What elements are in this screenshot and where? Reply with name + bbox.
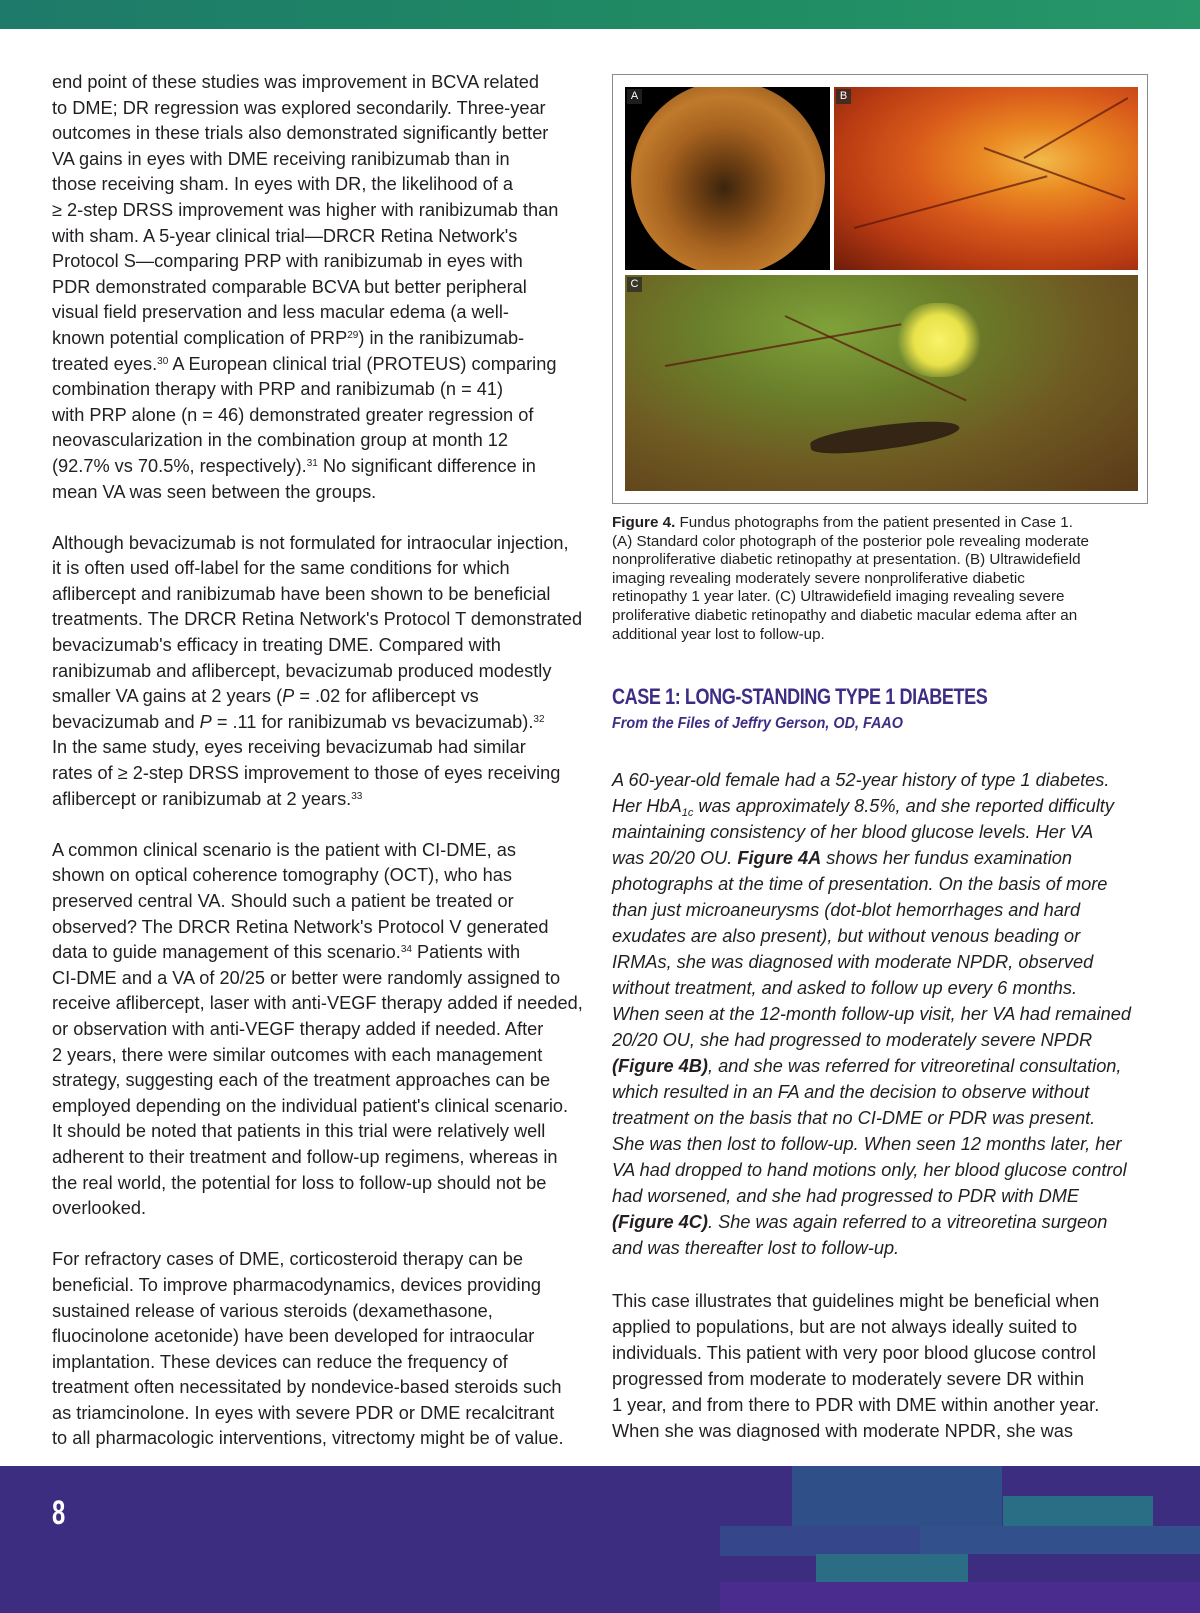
figure-4 xyxy=(612,74,1148,504)
footer-decor-block xyxy=(816,1554,968,1582)
page-footer xyxy=(0,1466,1200,1613)
paragraph-1: end point of these studies was improvement in BCVA related to DME; DR regression was explored secondarily. Three-year outcomes in these trials also demonstrated significantly better VA gains in eyes with DME receiving ranibizumab than in those receiving sham. In eyes with DR, the likelihood of a ≥ 2-step DRSS improvement was higher with ranibizumab than with sham. A 5-year clinical trial—DRCR Retina Network's Protocol S—comparing PRP with ranibizumab in eyes with PDR demonstrated comparable BCVA but better peripheral visual field preservation and less macular edema (a well- known potential complication of PRP$^{29}$) in the ranibizumab- treated eyes.$^{30}$ A European clinical trial (PROTEUS) comparing combination therapy with PRP and ranibizumab (n = 41) with PRP alone (n = 46) demonstrated greater regression of neovascularization in the combination group at month 12 (92.7% vs 70.5%, respectively).$^{31}$ No significant difference in mean VA was seen between the groups. xyxy=(52,72,559,502)
paragraph-4: For refractory cases of DME, corticosteroid therapy can be beneficial. To improve pharmacodynamics, devices providing sustained release of various steroids (dexamethasone, fluocinolone acetonide) have been developed for intraocular implantation. These devices can reduce the frequency of treatment often necessitated by nondevice-based steroids such as triamcinolone. In eyes with severe PDR or DME recalcitrant to all pharmacologic interventions, vitrectomy might be of value. xyxy=(52,1249,564,1449)
case-subtitle: From the Files of Jeffry Gerson, OD, FAAO xyxy=(612,715,903,732)
citation: 30 xyxy=(157,355,169,367)
footer-decor-block xyxy=(720,1526,920,1556)
paragraph-2: Although bevacizumab is not formulated for intraocular injection, it is often used off-label for the same conditions for which aflibercept and ranibizumab have been shown to be beneficial treatments. The DRCR Retina Network's Protocol T demonstrated bevacizumab's efficacy in treating DME. Compared with ranibizumab and aflibercept, bevacizumab produced modestly smaller VA gains at 2 years (P = .02 for aflibercept vs bevacizumab and P = .11 for ranibizumab vs bevacizumab).$^{32}$ In the same study, eyes receiving bevacizumab had similar rates of ≥ 2-step DRSS improvement to those of eyes receiving aflibercept or ranibizumab at 2 years.$^{33}$ xyxy=(52,532,583,809)
fundus-photo-a xyxy=(625,87,830,270)
footer-decor-block xyxy=(720,1582,1200,1613)
citation: 34 xyxy=(400,944,412,956)
header-color-bar xyxy=(0,0,1200,29)
case-narrative: A 60-year-old female had a 52-year history of type 1 diabetes. Her HbA$_{1c}$ was approximately 8.5%, and she reported difficulty maintaining consistency of her blood glucose levels. Her VA was 20/20 OU. Figure 4A shows her fundus examination photographs at the time of presentation. On the basis of more than just microaneurysms (dot-blot hemorrhages and hard exudates are also present), but without venous beading or IRMAs, she was diagnosed with moderate NPDR, observed without treatment, and asked to follow up every 6 months. When seen at the 12-month follow-up visit, her VA had remained 20/20 OU, she had progressed to moderately severe NPDR (Figure 4B), and she was referred for vitreoretinal consultation, which resulted in an FA and the decision to observe without treatment on the basis that no CI-DME or PDR was present. She was then lost to follow-up. When seen 12 months later, her VA had dropped to hand motions only, her blood glucose control had worsened, and she had progressed to PDR with DME (Figure 4C). She was again referred to a vitreoretina surgeon and was thereafter lost to follow-up. xyxy=(612,770,1131,1258)
fundus-photo-b xyxy=(834,87,1138,270)
figure-caption: Figure 4. Fundus photographs from the patient presented in Case 1. (A) Standard color photograph of the posterior pole revealing moderate nonproliferative diabetic retinopathy at presentation. (B) Ultrawidefield imaging revealing moderately severe nonproliferative diabetic retinopathy 1 year later. (C) Ultrawidefield imaging revealing severe proliferative diabetic retinopathy and diabetic macular edema after an additional year lost to follow-up. xyxy=(612,514,1090,643)
left-column xyxy=(52,70,592,1478)
citation: 32 xyxy=(533,713,545,725)
footer-decor-block xyxy=(920,1526,1200,1554)
case-discussion: This case illustrates that guidelines might be beneficial when applied to populations, but are not always ideally suited to individuals. This patient with very poor blood glucose control progressed from moderate to moderately severe DR within 1 year, and from there to PDR with DME within another year. When she was diagnosed with moderate NPDR, she was xyxy=(612,1291,1100,1441)
case-title: CASE 1: LONG-STANDING TYPE 1 DIABETES xyxy=(612,684,988,709)
footer-decor-block xyxy=(1003,1496,1153,1526)
citation: 29 xyxy=(347,329,359,341)
photo-label-c: C xyxy=(627,277,642,292)
photo-label-a: A xyxy=(627,89,642,104)
footer-decor-block xyxy=(792,1466,1002,1526)
citation: 33 xyxy=(351,790,363,802)
paragraph-3: A common clinical scenario is the patient with CI-DME, as shown on optical coherence tomography (OCT), who has preserved central VA. Should such a patient be treated or observed? The DRCR Retina Network's Protocol V generated data to guide management of this scenario.$^{34}$ Patients with CI-DME and a VA of 20/25 or better were randomly assigned to receive aflibercept, laser with anti-VEGF therapy added if needed, or observation with anti-VEGF therapy added if needed. After 2 years, there were similar outcomes with each management strategy, suggesting each of the treatment approaches can be employed depending on the individual patient's clinical scenario. It should be noted that patients in this trial were relatively well adherent to their treatment and follow-up regimens, whereas in the real world, the potential for loss to follow-up should not be overlooked. xyxy=(52,839,583,1219)
citation: 31 xyxy=(306,457,318,469)
photo-label-b: B xyxy=(836,89,851,104)
page-number: 8 xyxy=(52,1494,66,1532)
fundus-photo-c xyxy=(625,275,1138,491)
